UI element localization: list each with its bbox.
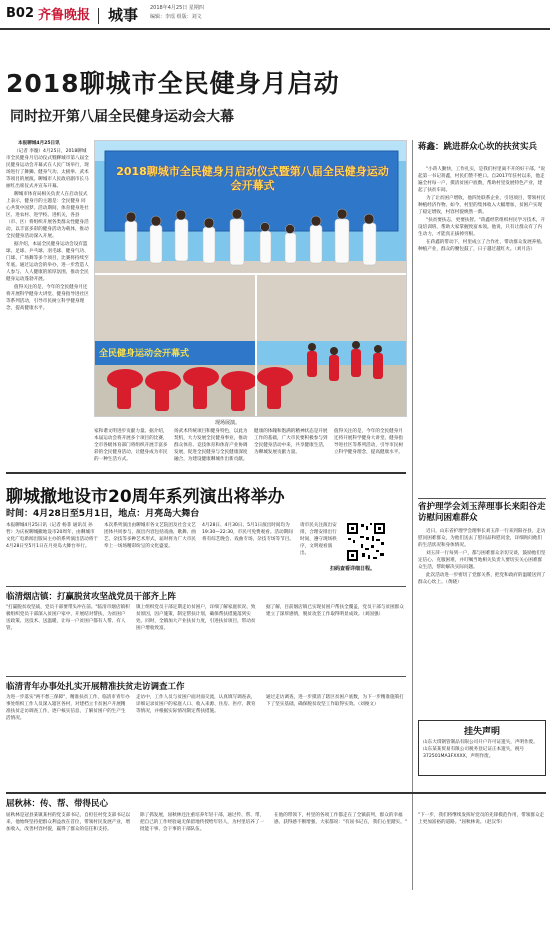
sidebar-body-2 [418,528,546,704]
youth-body-2: 走访中，工作人员与贫困户面对面交流，认真填写调查表，详细记录贫困户的家庭人口、收入来源、住房、医疗、教育等情况，并根据实际情况制定帮扶措施。 [136,695,256,714]
page-number: B02 [6,6,34,21]
middle-body-3: 4月28日、4月30日、5月1日演出时间均为19:30—22:30，市民可免费观看。活动期间将有综艺晚会、戏曲专场、杂技专场等节目。 [202,523,294,542]
lead-body-bottom-2: 扬武术传统项目和健身特色，以此为契机，大力发展全民健身事业，推动群众体育、竞技体育和体育产业协调发展，促进全民健身与全民健康深度融合，为建设健康聊城作出新贡献。 [174,429,248,462]
photo-caption: 现场展演。 [215,420,241,426]
lead-body-left [6,140,90,465]
newspaper-logo: 齐鲁晚报 [38,8,91,23]
sidebar-paragraph: 在蒋鑫的带动下，村里成立了合作社，带动群众发展养殖、种植产业，群众的腰包鼓了，日子越过越红火。（刘月洁） [418,240,546,252]
sidebar-body-1 [418,166,546,494]
lead-subhead: 同时拉开第八届全民健身运动会大幕 [10,109,234,125]
fupin-body-3: 据了解，目前烟店镇已实现贫困户帮扶全覆盖，党员干部与贫困群众建立了深厚感情，脱贫攻坚工作取得明显成效。（刘国强） [266,605,404,617]
sidebar-title-1: 蒋鑫：跳进群众心坎的扶贫实兵 [418,142,538,152]
lead-paragraph: （记者 李璇）4月25日，2018聊城市全民健身月启动仪式暨聊城市第八届全民健身运动会开幕式在人民广场举行，现场进行了舞狮、健身气功、太极拳、武术等项目的展演。聊城市人民政府副市长马丽红出席仪式并宣布开幕。 [6,149,89,189]
bottom-body-1: 屈秋林是冠县某镇某村的党支部书记，自担任村党支部书记以来，他始终坚持把群众利益放在首位，带领村民发展产业，增加收入，改善村容村貌，赢得了群众的信任和支持。 [6,813,131,832]
masthead [0,0,550,30]
lead-headline: 2018聊城市全民健身月启动 [6,69,340,98]
section-title: 城事 [108,6,139,24]
fupin-headline: 临清烟店镇：打赢脱贫攻坚战党员干部齐上阵 [6,592,177,602]
sidebar-paragraph: "小蒋人勤快，工作扎实，是我们村里离不开的好干部。"说起第一书记蒋鑫，村民们赞不绝口。自2017年驻村以来，他走遍全村每一户，摸清贫困户底数，帮助村里发展特色产业，建起了扶贫车间。 [418,167,546,193]
qr-caption: 扫码查看详细日程。 [330,566,376,572]
sidebar-paragraph: 为了让贫困户增收，他四处联系企业，引进项目，带领村民种植经济作物。如今，村里的集体收入大幅增加，贫困户实现了稳定增收，村容村貌焕然一新。 [418,196,546,215]
lead-paragraph: 聊城市体育局相关负责人在启动仪式上表示，健身月的主题是：全民健身 同心共筑中国梦。活动期间，体育健身进社区、进农村、进学校、进机关，各县（市、区）将组织开展各类群众性健身活动，以丰富多彩的健身活动为载体，推动全民健身活动深入开展。 [6,192,89,239]
logo-divider [98,8,99,24]
photo-banner-lower: 全民健身运动会开幕式 [99,349,190,359]
sidebar-paragraph: 近日，山东省护理学会理事长刘玉萍一行来到阳谷县，走访慰问困难群众，为他们送去了慰问品和慰问金，详细询问他们的生活状况和身体情况。 [418,529,546,548]
sidebar-divider [418,498,546,499]
sidebar-title-2: 省护理学会刘玉萍理事长来阳谷走访慰问困难群众 [418,502,546,523]
section-divider [6,586,406,587]
youth-body-3: 通过走访调查，进一步摸清了辖区贫困户底数，为下一步精准施策打下了坚实基础，确保脱贫攻坚工作取得实效。（刘俊文） [266,695,404,707]
issue-date: 2018年4月25日 星期四 [150,5,204,11]
middle-subhead: 时间：4月28日至5月1日，地点：月亮岛大舞台 [6,509,200,519]
sidebar-paragraph: 刘玉萍一行每到一户，都与困难群众亲切交谈，鼓励他们坚定信心、克服困难，并叮嘱当地相关负责人要切实关心困难群众生活，帮助解决实际问题。 [418,551,546,570]
sidebar-paragraph: "扶贫要扶志，更要扶智。"蒋鑫经常组织村民学习技术，开设培训班，帮助大家掌握致富本领。他说，只有让群众有了内生动力，才能真正拔掉穷根。 [418,218,546,237]
lead-body-bottom-1: 家和谐文明进步贡献力量。据介绍，本届运动会将开展多个项目的比赛，全市各级体育部门将组织开展丰富多彩的全民健身活动，让健身成为市民的一种生活方式。 [94,429,168,462]
fupin-body-2: 镇上组织党员干部定期走访贫困户，详细了解家庭状况、致贫原因，因户施策，制定帮扶计划，确保帮扶措施落到实处。同时，全镇加大产业扶贫力度，引进扶贫项目，带动贫困户增收致富。 [136,605,256,631]
event-photo [94,140,407,417]
lead-byline: 本报聊城4月25日讯 [18,141,60,146]
editor-credit: 编辑：李瑶 组版：刘文 [150,14,202,20]
lead-paragraph: 据介绍，本届全民健身运动会设有篮球、足球、乒乓球、羽毛球、健身气功、门球、广场舞等多个项目，比赛将持续至年底。通过运动会的举办，进一步营造人人参与、人人健康的浓厚氛围，推动全民健身运动蓬勃开展。 [6,242,89,282]
notice-title: 挂失声明 [463,727,500,737]
section-divider [6,792,546,794]
notice-box [418,720,546,776]
notice-text: 山东大琪钢管制品有限公司开户许可证遗失，声明作废。山东某某贸易有限公司税务登记证正本遗失，税号372501MA3FXXXX，声明作废。 [423,740,538,759]
middle-body-4: 请市民关注演出安排，合理安排出行时间，遵守现场秩序，文明观看演出。 [300,523,337,556]
column-divider [412,140,413,890]
youth-headline: 临清青年办事处扎实开展精准扶贫走访调查工作 [6,682,185,692]
lead-body-bottom-3: 健康的体魄和饱满的精神状态是开展工作的基础，广大市民要积极参与到全民健身活动中来，共享健康生活，为聊城发展贡献力量。 [254,429,328,455]
middle-body-2: 本次系列演出由聊城市各文艺院团及社会文艺团体共同参与，演出内容包括戏曲、歌舞、曲艺、杂技等多种艺术形式，届时将为广大市民奉上一场场精彩纷呈的文化盛宴。 [104,523,196,549]
section-divider [6,472,406,474]
bottom-body-3: 在他的带领下，村里的各项工作都走在了全镇前列，群众的幸福感、获得感不断增强，大家都说："有屈书记在，我们心里踏实。" [274,813,407,825]
qr-code[interactable] [346,522,386,562]
photo-banner-text: 2018聊城市全民健身月启动仪式暨第八届全民健身运动会开幕式 [116,165,389,192]
bottom-body-2: 除了抓发展，屈秋林还注重培养年轻干部，通过传、帮、带，把自己的工作经验毫无保留地传授给年轻人，为村里培养了一批能干事、会干事的干部队伍。 [140,813,265,832]
bottom-body-4: "下一步，我们将继续发挥好党员的先锋模范作用，带领群众走上更加富裕的道路。"屈秋林说。（赵汉华） [418,813,545,825]
bottom-headline: 屈秋林：传、帮、带得民心 [6,799,109,809]
fupin-body-1: "打赢脱贫攻坚战，党员干部要带头冲在前。"临清市烟店镇积极组织党员干部深入贫困户家中，开展结对帮扶，为贫困户送政策、送技术、送温暖，让每一户贫困户都有人帮、有人管。 [6,605,130,631]
middle-body-1: 本报聊城4月25日讯（记者 杨菲 通讯员 孙哲）为庆祝聊城撤地设市20周年，由聊城市文化广电新闻出版局主办的系列演出活动将于4月28日至5月1日在月亮岛大舞台举行。 [6,523,98,549]
youth-body-1: 为进一步落实"两不愁三保障"，精准扶贫工作，临清市青年办事处组织工作人员深入辖区各村，对建档立卡贫困户开展精准扶贫走访调查工作，逐户核实信息，了解贫困户的生产生活情况。 [6,695,130,721]
middle-headline: 聊城撤地设市20周年系列演出将举办 [6,487,285,507]
lead-paragraph: 值得关注的是，今年的全民健身月还将开展科学健身大讲堂、健身指导进社区等系列活动，引导市民树立科学健身理念，提高健康水平。 [6,285,89,311]
sidebar-paragraph: 此次活动进一步密切了党群关系，把党和政府的温暖送到了群众心坎上。（黄晓） [418,573,546,585]
qr-code-graphic [346,522,386,562]
lead-body-bottom-4: 值得关注的是，今年的全民健身月还将开展科学健身大讲堂、健身指导进社区等系列活动，引导市民树立科学健身理念，提高健康水平。 [334,429,403,455]
section-divider [6,676,406,677]
